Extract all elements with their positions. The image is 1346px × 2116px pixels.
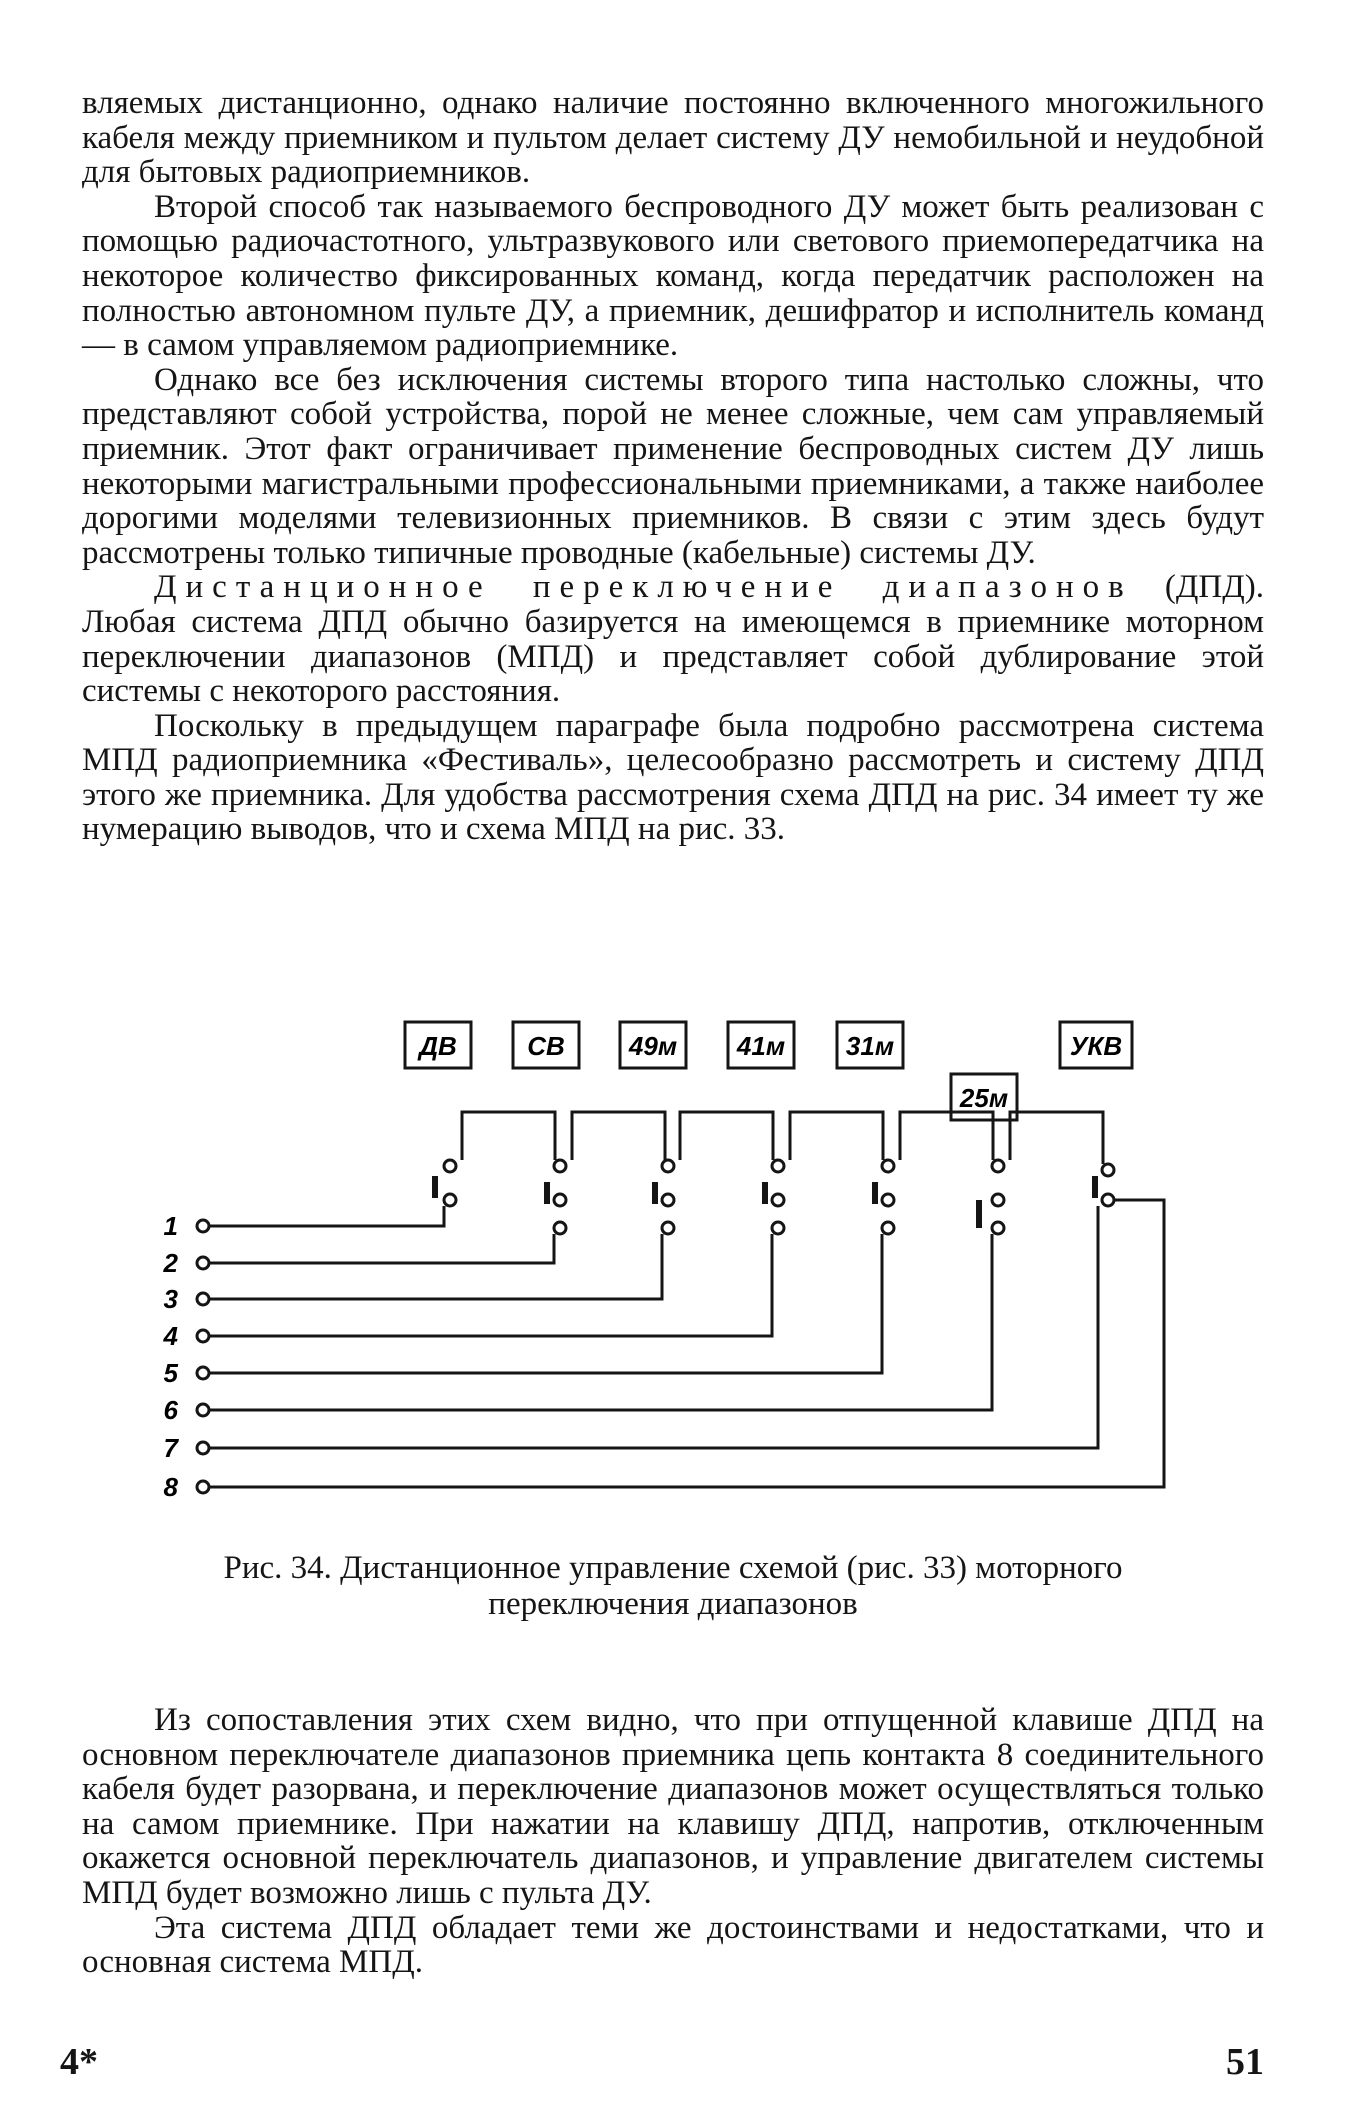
paragraph-6: Из сопоставления этих схем видно, что при отпущенной клавише ДПД на основном переключателе диапазонов приемника цепь контакта 8 соединительного кабеля будет разорвана, и переключение диапазонов может осуществляться только на самом приемнике. При нажатии на клавишу ДПД, напротив, отключенным окажется основной переключатель диапазонов, и управление двигателем системы МПД будет возможно лишь с пульта ДУ. (82, 1702, 1264, 1911)
remote-switch-diagram (0, 1000, 1346, 1540)
wire-label-1: 1 (163, 1211, 178, 1241)
wire-label-6: 6 (163, 1395, 178, 1425)
button-label-dv: ДВ (419, 1031, 457, 1061)
bottom-text (82, 1703, 1264, 1980)
paragraph-1: вляемых дистанционно, однако наличие постоянно включенного многожильного кабеля между приемником и пультом делает систему ДУ немобильной и неудобной для бытовых радиоприемников. (82, 85, 1264, 191)
button-label-31m: 31м (845, 1031, 895, 1061)
button-label-sv: СВ (527, 1031, 565, 1061)
wire-label-4: 4 (163, 1321, 178, 1351)
wire-label-8: 8 (163, 1472, 178, 1502)
wire-label-5: 5 (163, 1358, 178, 1388)
figure-caption: Рис. 34. Дистанционное управление схемой (рис. 33) моторного переключения диапазонов (223, 1550, 1123, 1622)
paragraph-4-body: (ДПД). Любая система ДПД обычно базируется на имеющемся в приемнике моторном переключении диапазонов (МПД) и представляет собой дублирование этой системы с некоторого расстояния. (82, 569, 1264, 710)
paragraph-7: Эта система ДПД обладает теми же достоинствами и недостатками, что и основная система МПД. (82, 1909, 1264, 1981)
page-number: 51 (1226, 2041, 1264, 2083)
paragraph-2: Второй способ так называемого беспроводного ДУ может быть реализован с помощью радиочастотного, ультразвукового или светового приемопередатчика на некоторое количество фиксированных команд, когда передатчик расположен на полностью автономном пульте ДУ, а приемник, дешифратор и исполнитель команд — в самом управляемом радиоприемнике. (82, 188, 1264, 364)
top-text (82, 86, 1264, 847)
wire-label-3: 3 (163, 1284, 178, 1314)
button-label-49m: 49м (628, 1031, 678, 1061)
button-label-25m: 25м (959, 1083, 1009, 1113)
paragraph-4 (82, 570, 1264, 708)
button-label-ukv: УКВ (1069, 1031, 1123, 1061)
wire-label-2: 2 (163, 1248, 178, 1278)
paragraph-4-heading: Дистанционное переключение диапазонов (154, 569, 1133, 606)
paragraph-5: Поскольку в предыдущем параграфе была подробно рассмотрена система МПД радиоприемника «Фестиваль», целесообразно рассмотреть и систему ДПД этого же приемника. Для удобства рассмотрения схема ДПД на рис. 34 имеет ту же нумерацию выводов, что и схема МПД на рис. 33. (82, 707, 1264, 848)
wire-label-7: 7 (163, 1433, 178, 1463)
button-label-41m: 41м (736, 1031, 786, 1061)
paragraph-3: Однако все без исключения системы второго типа настолько сложны, что представляют собой устройства, порой не менее сложные, чем сам управляемый приемник. Этот факт ограничивает применение беспроводных систем ДУ лишь некоторыми магистральными профессиональными приемниками, а также наиболее дорогими моделями телевизионных приемников. В связи с этим здесь будут рассмотрены только типичные проводные (кабельные) системы ДУ. (82, 361, 1264, 571)
signature-mark: 4* (60, 2041, 98, 2083)
